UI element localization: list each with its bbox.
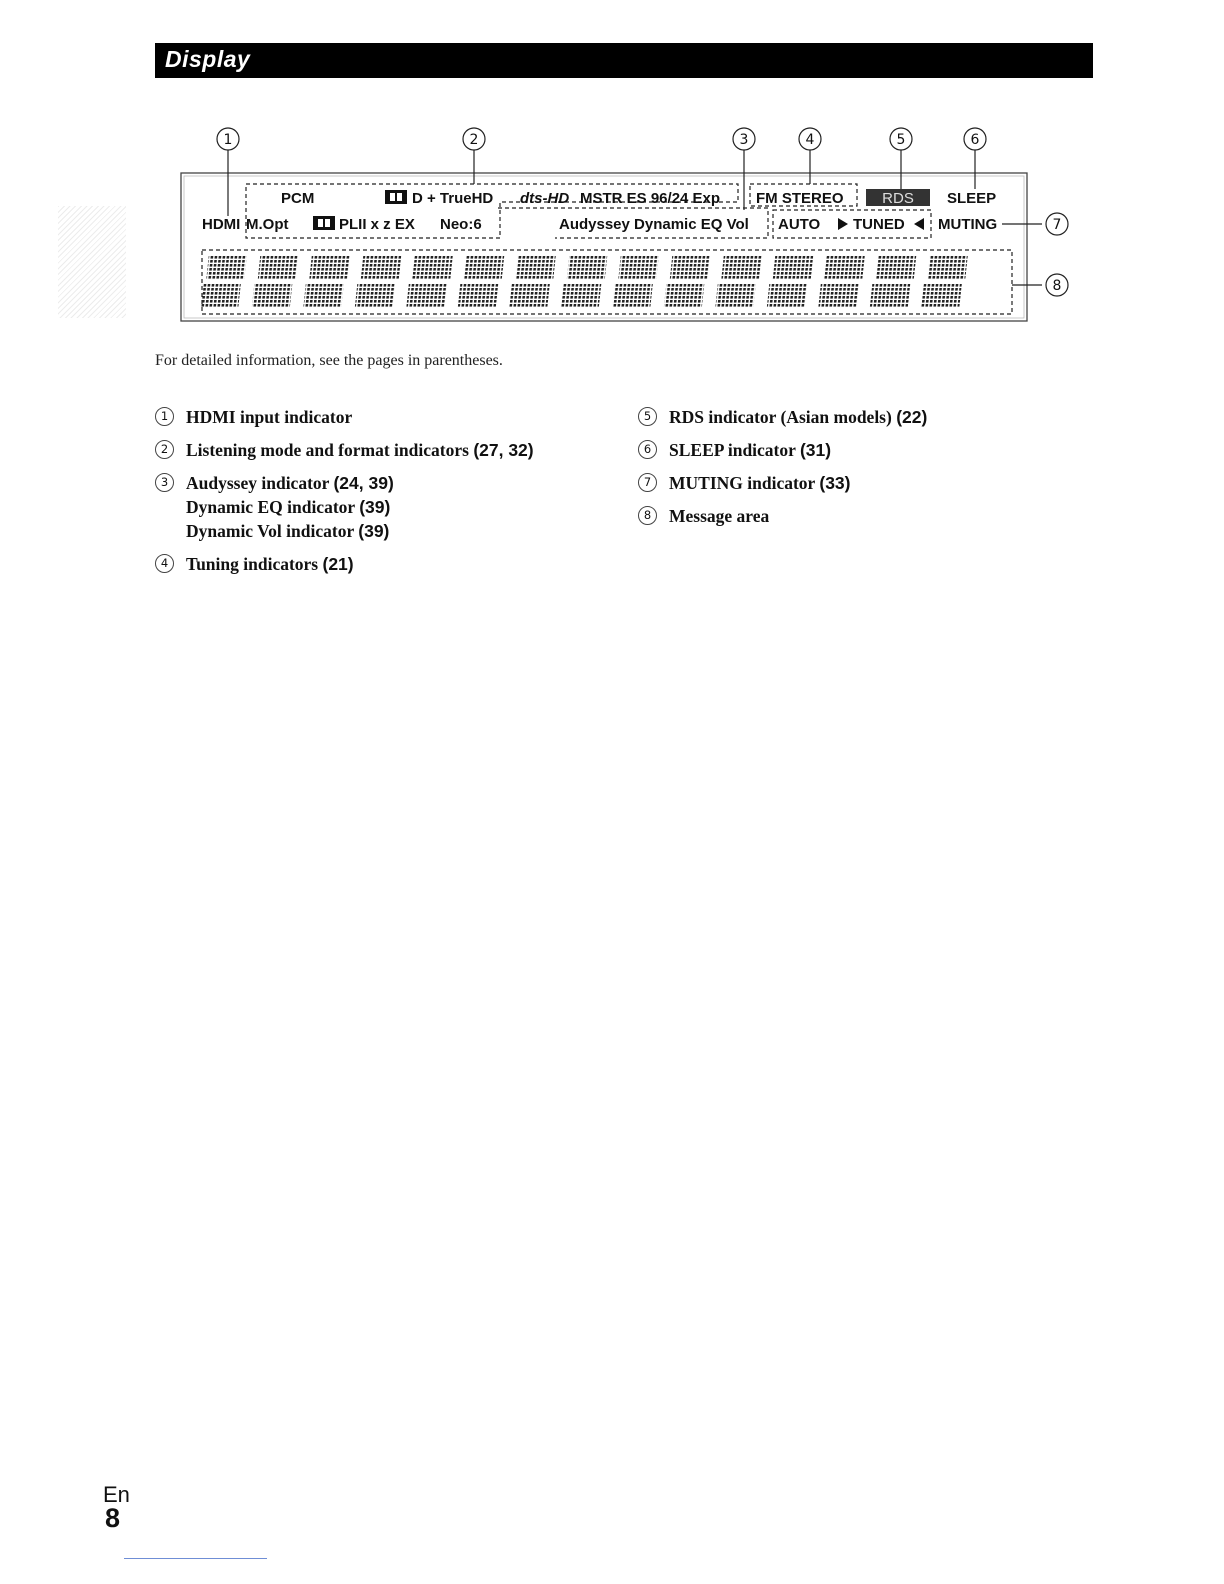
matrix-char-bottom [458,284,499,308]
tuned-indicator: TUNED [853,216,905,233]
sleep-indicator: SLEEP [947,190,997,207]
matrix-char-bottom [612,284,653,308]
audyssey-indicator: Audyssey Dynamic EQ Vol [559,216,749,233]
callout-1 [217,128,239,150]
page-reference: (27, 32) [473,440,534,460]
page-reference: (24, 39) [333,473,394,493]
matrix-char-bottom [200,284,241,308]
item-description: RDS indicator (Asian models) (22) [669,407,928,427]
matrix-char-bottom [715,284,756,308]
svg-text:8: 8 [1052,278,1062,294]
item-number: 1 [155,407,174,426]
item-description: SLEEP indicator (31) [669,440,832,460]
callout-8 [1046,274,1068,296]
dolby-mark-icon [385,190,407,204]
indicator-item-5 [638,405,927,429]
svg-text:2: 2 [469,132,479,148]
matrix-char-top [309,256,350,280]
item-number: 2 [155,440,174,459]
footer-language: En [103,1482,130,1507]
footer-rule [124,1558,267,1559]
auto-indicator: AUTO [778,216,821,233]
callout-6 [964,128,986,150]
matrix-char-bottom [303,284,344,308]
muting-indicator: MUTING [938,216,998,233]
svg-text:5: 5 [896,132,906,148]
footer-page-number: 8 [105,1503,121,1533]
indicator-item-3 [155,471,534,543]
svg-text:7: 7 [1052,217,1062,233]
hdmi-indicator: HDMI [202,216,241,233]
item-number: 6 [638,440,657,459]
matrix-char-top [515,256,556,280]
matrix-char-top [927,256,968,280]
svg-text:3: 3 [739,132,749,148]
item-number: 7 [638,473,657,492]
indicator-list-left [155,405,534,585]
item-description: Listening mode and format indicators (27, 32) [186,440,534,460]
truehd-indicator: D + TrueHD [412,190,494,207]
matrix-char-bottom [252,284,293,308]
item-description: Dynamic EQ indicator (39) [186,497,391,517]
matrix-char-bottom [870,284,911,308]
indicator-item-4 [155,552,534,576]
display-panel-diagram [0,0,1224,340]
matrix-char-top [412,256,453,280]
indicator-item-8 [638,504,927,528]
matrix-char-bottom [355,284,396,308]
indicator-item-7 [638,471,927,495]
page-reference: (39) [358,521,390,541]
callout-2 [463,128,485,150]
callout-7 [1046,213,1068,235]
item-number: 3 [155,473,174,492]
matrix-char-top [824,256,865,280]
matrix-char-bottom [406,284,447,308]
m-opt-indicator: M.Opt [246,216,289,233]
item-description: Message area [669,506,770,526]
matrix-char-top [361,256,402,280]
item-number: 4 [155,554,174,573]
svg-text:1: 1 [223,132,233,148]
item-description: Audyssey indicator (24, 39) [186,473,394,493]
matrix-char-top [773,256,814,280]
indicator-list-right [638,405,927,537]
item-description: Tuning indicators (21) [186,554,354,574]
indicator-item-1 [155,405,534,429]
item-description: Dynamic Vol indicator (39) [186,521,390,541]
dts-hd-logo: dts-HD [520,190,570,207]
matrix-char-bottom [509,284,550,308]
dts-formats-indicator: MSTR ES 96/24 Exp [580,190,721,207]
indicator-item-2 [155,438,534,462]
item-number: 5 [638,407,657,426]
rds-indicator: RDS [882,190,914,207]
svg-text:6: 6 [970,132,980,148]
page-reference: (21) [322,554,354,574]
pl-modes-indicator: PLII x z EX [339,216,415,233]
item-number: 8 [638,506,657,525]
item-description: MUTING indicator (33) [669,473,851,493]
matrix-char-top [206,256,247,280]
pcm-indicator: PCM [281,190,315,207]
neo6-indicator: Neo:6 [440,216,482,233]
page-reference: (31) [799,440,832,460]
matrix-char-bottom [767,284,808,308]
matrix-char-top [258,256,299,280]
matrix-char-bottom [921,284,962,308]
indicator-item-6 [638,438,927,462]
matrix-char-bottom [818,284,859,308]
page-reference: (22) [896,407,928,427]
fm-stereo-indicator: FM STEREO [756,190,844,207]
svg-text:4: 4 [805,132,815,148]
matrix-char-top [618,256,659,280]
section-title: Display [165,46,251,72]
callout-5 [890,128,912,150]
intro-text: For detailed information, see the pages in parentheses. [155,352,503,369]
matrix-char-bottom [664,284,705,308]
matrix-char-top [876,256,917,280]
matrix-char-top [567,256,608,280]
matrix-char-top [464,256,505,280]
matrix-char-top [670,256,711,280]
dolby-mark-icon-2 [313,216,335,230]
callout-3 [733,128,755,150]
matrix-char-bottom [561,284,602,308]
matrix-char-top [721,256,762,280]
page-reference: (39) [359,497,391,517]
page-reference: (33) [819,473,851,493]
item-description: HDMI input indicator [186,407,353,427]
callout-4 [799,128,821,150]
